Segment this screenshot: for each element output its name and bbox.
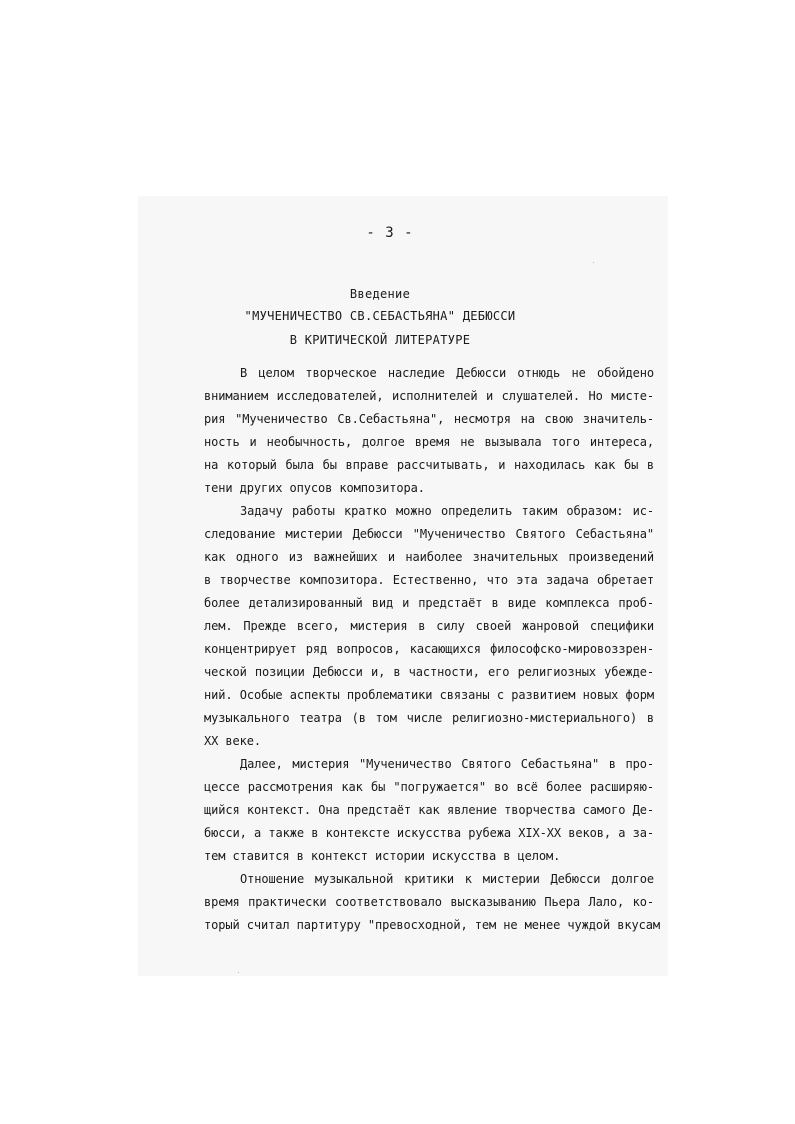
chapter-subtitle: В КРИТИЧЕСКОЙ ЛИТЕРАТУРЕ	[289, 333, 471, 347]
text-line-7: Задачу работы кратко можно определить таким образом: ис-	[240, 504, 654, 518]
text-line-12: лем. Прежде всего, мистерия в силу своей жанровой специфики	[204, 619, 654, 633]
text-line-24: время практически соответствовало высказыванию Пьера Лало, ко-	[204, 895, 654, 909]
text-line-18: Далее, мистерия "Мученичество Святого Себастьяна" в про-	[240, 757, 654, 771]
text-line-6: тени других опусов композитора.	[204, 481, 425, 495]
chapter-title: "МУЧЕНИЧЕСТВО СВ.СЕБАСТЬЯНА" ДЕБЮССИ	[244, 309, 516, 323]
text-line-3: рия "Мученичество Св.Себастьяна", несмотря на свою значитель-	[204, 412, 654, 426]
text-line-21: бюсси, а также в контексте искусства рубежа XIX-XX веков, а за-	[204, 826, 654, 840]
text-line-17: XX веке.	[204, 734, 261, 748]
body-text	[204, 362, 660, 937]
text-line-9: как одного из важнейших и наиболее значительных произведений	[204, 550, 654, 564]
text-line-22: тем ставится в контекст истории искусства в целом.	[204, 849, 561, 863]
text-line-11: более детализированный вид и предстаёт в виде комплекса проб-	[204, 596, 654, 610]
text-line-20: щийся контекст. Она предстаёт как явление творчества самого Де-	[204, 803, 654, 817]
scan-speck	[593, 262, 594, 263]
text-line-16: музыкального театра (в том числе религиозно-мистериального) в	[204, 711, 654, 725]
text-line-8: следование мистерии Дебюсси "Мученичество Святого Себастьяна"	[204, 527, 654, 541]
text-line-10: в творчестве композитора. Естественно, что эта задача обретает	[204, 573, 654, 587]
text-line-23: Отношение музыкальной критики к мистерии Дебюсси долгое	[240, 872, 654, 886]
text-line-5: на который была бы вправе рассчитывать, и находилась как бы в	[204, 458, 654, 472]
text-line-14: ческой позиции Дебюсси и, в частности, его религиозных убежде-	[204, 665, 654, 679]
text-line-4: ность и необычность, долгое время не вызывала того интереса,	[204, 435, 654, 449]
text-line-2: вниманием исследователей, исполнителей и слушателей. Но мисте-	[204, 389, 654, 403]
text-line-15: ний. Особые аспекты проблематики связаны с развитием новых форм	[204, 688, 654, 702]
text-line-25: торый считал партитуру "превосходной, тем не менее чуждой вкусам	[204, 918, 660, 932]
scan-speck	[238, 972, 239, 973]
text-line-13: концентрирует ряд вопросов, касающихся философско-мировоззрен-	[204, 642, 654, 656]
text-line-1: В целом творческое наследие Дебюсси отнюдь не обойдено	[240, 366, 654, 380]
page-number: - 3 -	[366, 225, 414, 241]
section-title: Введение	[349, 287, 411, 301]
text-line-19: цессе рассмотрения как бы "погружается" во всё более расширяю-	[204, 780, 654, 794]
